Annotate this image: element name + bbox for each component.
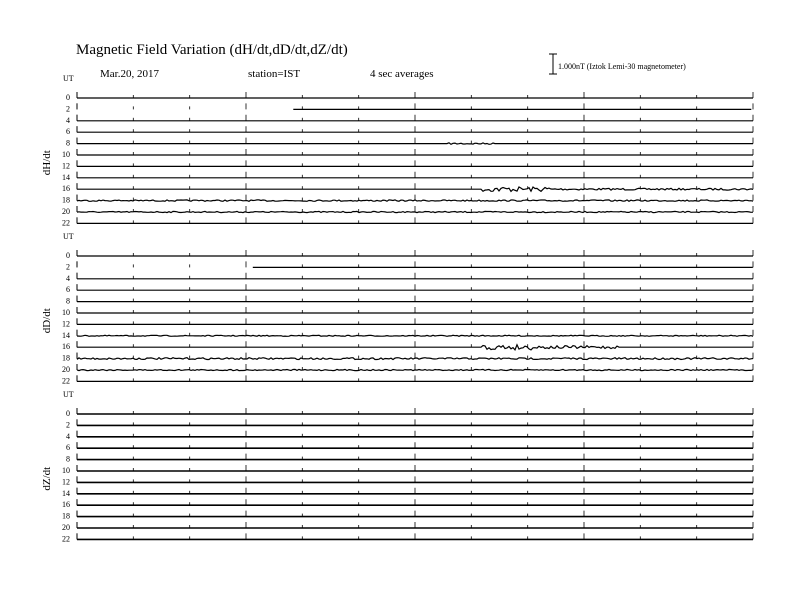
y-axis-label: dD/dt	[41, 308, 53, 334]
hour-label: 6	[66, 443, 70, 453]
hour-label: 6	[66, 285, 70, 295]
hour-label: 14	[62, 488, 70, 498]
hour-label: 16	[62, 342, 70, 352]
hour-label: 12	[62, 319, 70, 329]
hour-label: 14	[62, 330, 70, 340]
chart-title: Magnetic Field Variation (dH/dt,dD/dt,dZ/dt)	[76, 42, 348, 58]
station-label: station=IST	[248, 68, 301, 80]
hour-label: 22	[62, 218, 70, 228]
hour-label: 0	[66, 93, 70, 102]
hour-label: 20	[62, 207, 70, 216]
hour-label: 18	[62, 511, 70, 521]
hour-label: 6	[66, 127, 70, 137]
hour-label: 8	[66, 296, 70, 306]
hour-label: 12	[62, 477, 70, 487]
panel-dZ-dt	[41, 390, 753, 543]
hour-label: 18	[62, 353, 70, 363]
hour-label: 4	[66, 273, 70, 283]
date-label: Mar.20, 2017	[100, 68, 159, 80]
hour-label: 12	[62, 161, 70, 171]
ut-label: UT	[63, 74, 74, 83]
hour-label: 18	[62, 195, 70, 205]
hour-label: 8	[66, 454, 70, 464]
hour-label: 22	[62, 376, 70, 386]
hour-label: 0	[66, 251, 70, 260]
hour-label: 16	[62, 500, 70, 510]
hour-label: 2	[66, 262, 70, 272]
y-axis-label: dH/dt	[41, 150, 53, 176]
hour-label: 20	[62, 523, 70, 532]
hour-label: 2	[66, 420, 70, 430]
hour-label: 4	[66, 431, 70, 441]
hour-label: 14	[62, 172, 70, 182]
ut-label: UT	[63, 390, 74, 399]
hour-label: 22	[62, 534, 70, 544]
y-axis-label: dZ/dt	[41, 466, 53, 491]
hour-label: 0	[66, 409, 70, 418]
hour-label: 8	[66, 138, 70, 148]
scale-bar-label: 1.000nT (Iztok Lemi-30 magnetometer)	[558, 62, 686, 71]
averaging-label: 4 sec averages	[370, 68, 434, 80]
hour-label: 10	[62, 308, 70, 317]
hour-label: 4	[66, 115, 70, 125]
hour-label: 2	[66, 104, 70, 114]
hour-label: 16	[62, 184, 70, 194]
panels	[41, 74, 753, 543]
panel-dH-dt	[41, 74, 753, 227]
scale-bar	[549, 54, 686, 74]
panel-dD-dt	[41, 232, 753, 385]
ut-label: UT	[63, 232, 74, 241]
hour-label: 20	[62, 365, 70, 374]
hour-label: 10	[62, 150, 70, 159]
hour-label: 10	[62, 466, 70, 475]
